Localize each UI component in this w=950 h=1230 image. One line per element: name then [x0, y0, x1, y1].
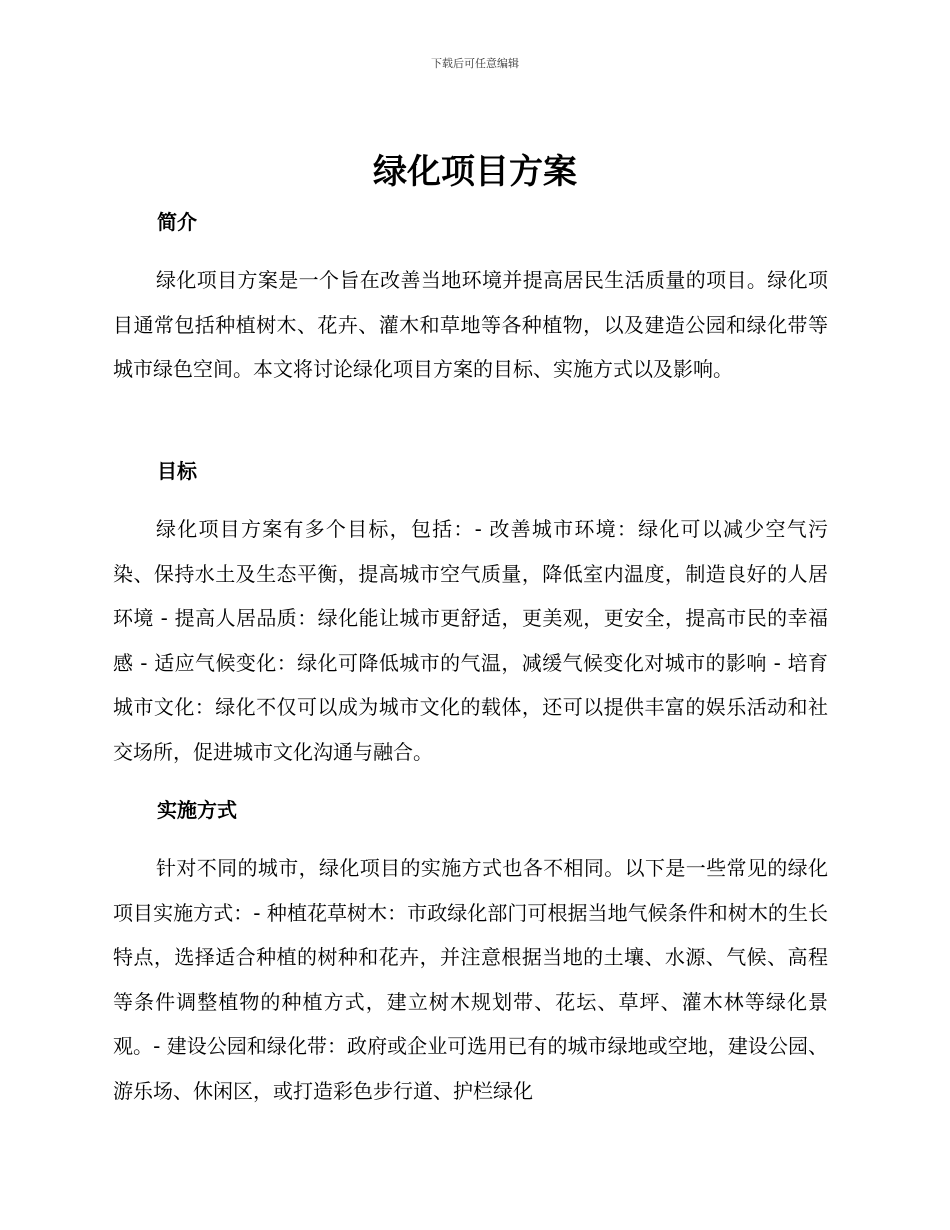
section-body-intro: 绿化项目方案是一个旨在改善当地环境并提高居民生活质量的项目。绿化项目通常包括种植树木、花卉、灌木和草地等各种植物，以及建造公园和绿化带等城市绿色空间。本文将讨论绿化项目方案的目标、实施方式以及影响。 — [113, 268, 828, 381]
section-body-implementation: 针对不同的城市，绿化项目的实施方式也各不相同。以下是一些常见的绿化项目实施方式：- 种植花草树木：市政绿化部门可根据当地气候条件和树木的生长特点，选择适合种植的树种和花卉，并注意根据当地的土壤、水源、气候、高程等条件调整植物的种植方式，建立树木规划带、花坛、草坪、灌木林等绿化景观。- 建设公园和绿化带：政府或企业可选用已有的城市绿地或空地，建设公园、游乐场、休闲区，或打造彩色步行道、护栏绿化 — [113, 856, 828, 1103]
section-heading-intro: 简介 — [157, 210, 197, 234]
header-note: 下载后可任意编辑 — [431, 57, 519, 70]
section-body-goals: 绿化项目方案有多个目标，包括：- 改善城市环境：绿化可以减少空气污染、保持水土及生态平衡，提高城市空气质量，降低室内温度，制造良好的人居环境 - 提高人居品质：绿化能让城市更舒适，更美观，更安全，提高市民的幸福感 - 适应气候变化：绿化可降低城市的气温，减缓气候变化对城市的影响 - 培育城市文化：绿化不仅可以成为城市文化的载体，还可以提供丰富的娱乐活动和社交场所，促进城市文化沟通与融合。 — [113, 517, 828, 764]
document-title: 绿化项目方案 — [373, 152, 577, 192]
section-heading-goals: 目标 — [157, 459, 197, 483]
section-heading-implementation: 实施方式 — [157, 798, 237, 822]
